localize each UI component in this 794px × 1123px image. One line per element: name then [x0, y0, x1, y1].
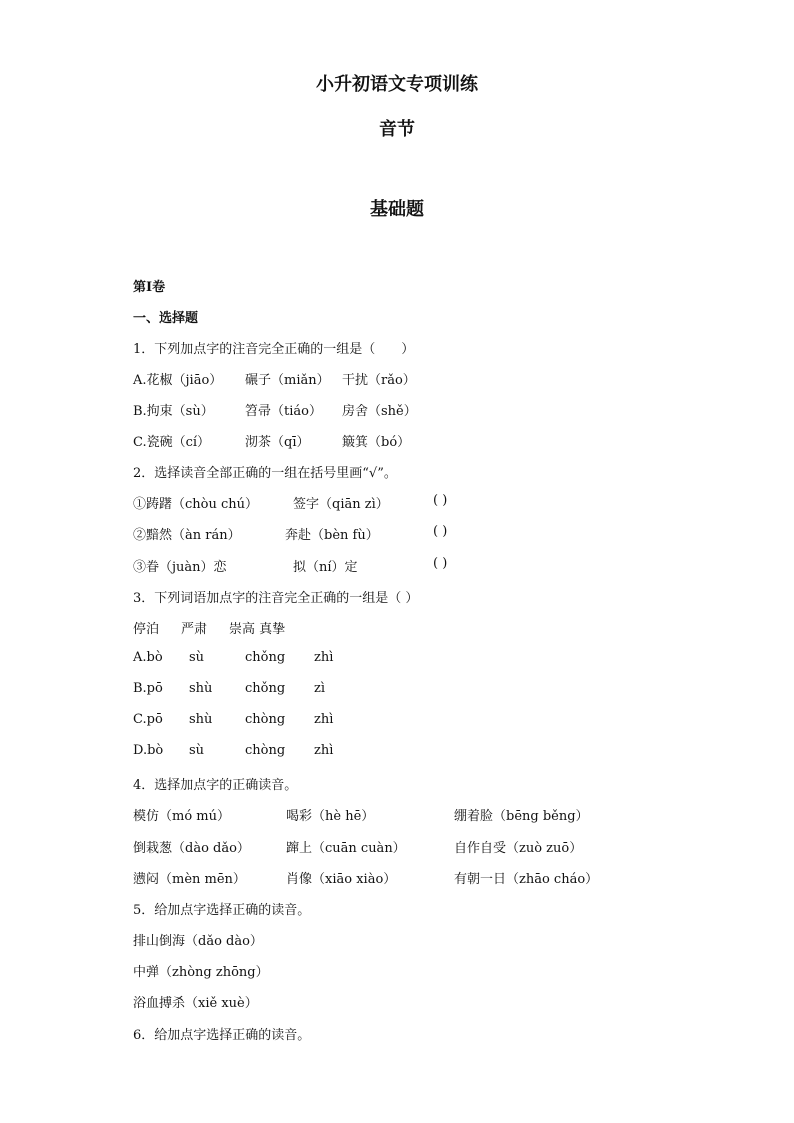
option-word: 沏茶（qī） — [245, 435, 310, 450]
pinyin-choice: 懑闷（mèn mēn） — [133, 872, 246, 887]
pinyin: shù — [189, 681, 213, 696]
question-5-item: 浴血搏杀（xiě xuè） — [133, 996, 258, 1011]
word: 停泊 — [133, 622, 160, 637]
pinyin: chǒng — [245, 650, 286, 665]
question-4-stem: 4．选择加点字的正确读音。 — [133, 778, 298, 793]
option-word: 房舍（shě） — [342, 404, 417, 419]
document-title: 小升初语文专项训练 — [316, 74, 478, 95]
word: 严肃 — [181, 622, 208, 637]
pinyin-item: 奔赴（bèn fù） — [285, 528, 379, 543]
volume-label: 第I卷 — [133, 280, 166, 295]
pinyin: shù — [189, 712, 213, 727]
answer-bracket: ( ) — [433, 493, 448, 508]
option-word: B.拘束（sù） — [133, 404, 214, 419]
section-heading: 基础题 — [370, 199, 424, 220]
document-subtitle: 音节 — [379, 119, 415, 140]
pinyin: zhì — [314, 650, 334, 665]
option-word: A.花椒（jiāo） — [133, 373, 223, 388]
pinyin: chǒng — [245, 681, 286, 696]
pinyin: zì — [314, 681, 326, 696]
pinyin-item: 拟（ní）定 — [293, 560, 358, 575]
option-word: 笤帚（tiáo） — [245, 404, 322, 419]
pinyin-choice: 自作自受（zuò zuō） — [454, 841, 583, 856]
question-5-item: 中弹（zhòng zhōng） — [133, 965, 269, 980]
pinyin-choice: 绷着脸（bēng běng） — [454, 809, 589, 824]
option-word: 干扰（rǎo） — [342, 373, 416, 388]
pinyin: sù — [189, 743, 205, 758]
pinyin: A.bò — [133, 650, 163, 665]
question-5-item: 排山倒海（dǎo dào） — [133, 934, 263, 949]
question-2-stem: 2．选择读音全部正确的一组在括号里画“√”。 — [133, 466, 397, 481]
pinyin-item: ②黯然（àn rán） — [133, 528, 241, 543]
option-word: C.瓷碗（cí） — [133, 435, 211, 450]
pinyin: B.pō — [133, 681, 163, 696]
pinyin-choice: 喝彩（hè hē） — [286, 809, 375, 824]
pinyin: C.pō — [133, 712, 163, 727]
pinyin: sù — [189, 650, 205, 665]
question-3-stem: 3．下列词语加点字的注音完全正确的一组是（ ） — [133, 591, 419, 606]
pinyin: zhì — [314, 743, 334, 758]
pinyin-item: ③眷（juàn）恋 — [133, 560, 227, 575]
pinyin: chòng — [245, 743, 286, 758]
pinyin-choice: 肖像（xiāo xiào） — [286, 872, 397, 887]
pinyin: D.bò — [133, 743, 164, 758]
pinyin: zhì — [314, 712, 334, 727]
pinyin-choice: 蹿上（cuān cuàn） — [286, 841, 406, 856]
question-6-stem: 6．给加点字选择正确的读音。 — [133, 1028, 311, 1043]
pinyin-choice: 倒栽葱（dào dǎo） — [133, 841, 250, 856]
question-1-stem: 1．下列加点字的注音完全正确的一组是（ ） — [133, 342, 415, 357]
answer-bracket: ( ) — [433, 524, 448, 539]
word: 崇高 真挚 — [229, 622, 286, 637]
part-heading: 一、选择题 — [133, 311, 199, 326]
pinyin-choice: 有朝一日（zhāo cháo） — [454, 872, 599, 887]
pinyin-item: 签字（qiān zì） — [293, 497, 389, 512]
question-5-stem: 5．给加点字选择正确的读音。 — [133, 903, 311, 918]
option-word: 碾子（miǎn） — [245, 373, 330, 388]
pinyin: chòng — [245, 712, 286, 727]
pinyin-choice: 模仿（mó mú） — [133, 809, 230, 824]
option-word: 簸箕（bó） — [342, 435, 411, 450]
pinyin-item: ①踌躇（chòu chú） — [133, 497, 259, 512]
answer-bracket: ( ) — [433, 556, 448, 571]
